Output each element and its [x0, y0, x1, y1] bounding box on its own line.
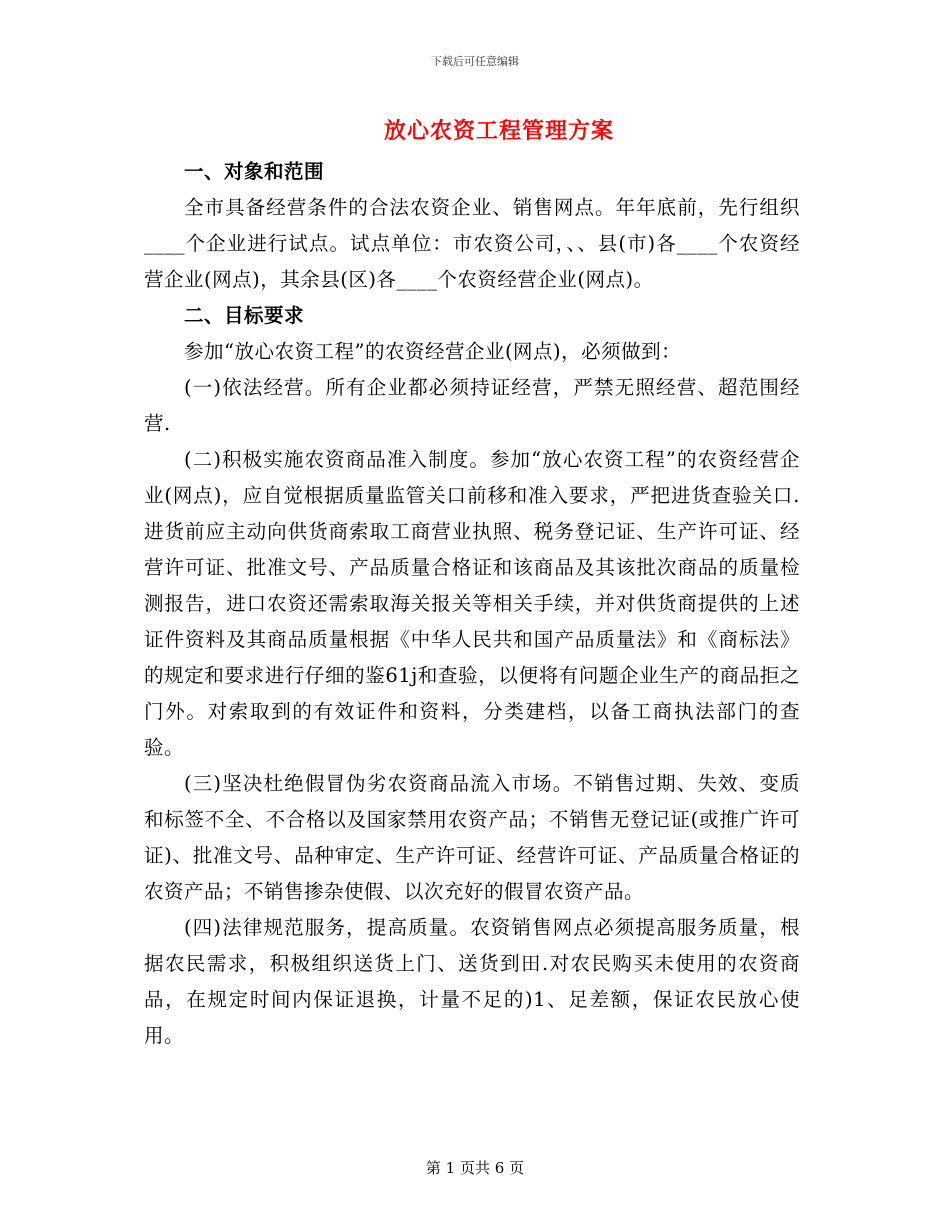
- header-note: 下载后可任意编辑: [431, 55, 519, 68]
- section-scope: [144, 154, 800, 298]
- paragraph: 全市具备经营条件的合法农资企业、销售网点。年年底前，先行组织____个企业进行试点。试点单位：市农资公司，、、县(市)各____个农资经营企业(网点)，其余县(区)各____个农资经营企业(网点)。: [144, 196, 800, 291]
- section-heading: 一、对象和范围: [184, 160, 325, 183]
- document-title: 放心农资工程管理方案: [383, 118, 614, 144]
- section-goals: [144, 298, 800, 1054]
- paragraph: 参加“放心农资工程”的农资经营企业(网点)，必须做到：: [184, 340, 682, 363]
- paragraph: (四)法律规范服务，提高质量。农资销售网点必须提高服务质量，根据农民需求，积极组织送货上门、送货到田.对农民购买未使用的农资商品，在规定时间内保证退换，计量不足的)1、足差额，保证农民放心使用。: [144, 916, 800, 1047]
- document-body: [144, 154, 800, 1054]
- page-number: 第 1 页共 6 页: [425, 1159, 525, 1177]
- section-heading: 二、目标要求: [184, 304, 305, 327]
- paragraph: (三)坚决杜绝假冒伪劣农资商品流入市场。不销售过期、失效、变质和标签不全、不合格以及国家禁用农资产品；不销售无登记证(或推广许可证)、批准文号、品种审定、生产许可证、经营许可证、产品质量合格证的农资产品；不销售掺杂使假、以次充好的假冒农资产品。: [144, 772, 800, 903]
- paragraph: (二)积极实施农资商品准入制度。参加“放心农资工程”的农资经营企业(网点)，应自觉根据质量监管关口前移和准入要求，严把进货查验关口.进货前应主动向供货商索取工商营业执照、税务登记证、生产许可证、经营许可证、批准文号、产品质量合格证和该商品及其该批次商品的质量检测报告，进口农资还需索取海关报关等相关手续，并对供货商提供的上述证件资料及其商品质量根据《中华人民共和国产品质量法》和《商标法》的规定和要求进行仔细的鉴61j和查验，以便将有问题企业生产的商品拒之门外。对索取到的有效证件和资料，分类建档，以备工商执法部门的查验。: [144, 448, 800, 759]
- paragraph: (一)依法经营。所有企业都必须持证经营，严禁无照经营、超范围经营.: [144, 376, 800, 435]
